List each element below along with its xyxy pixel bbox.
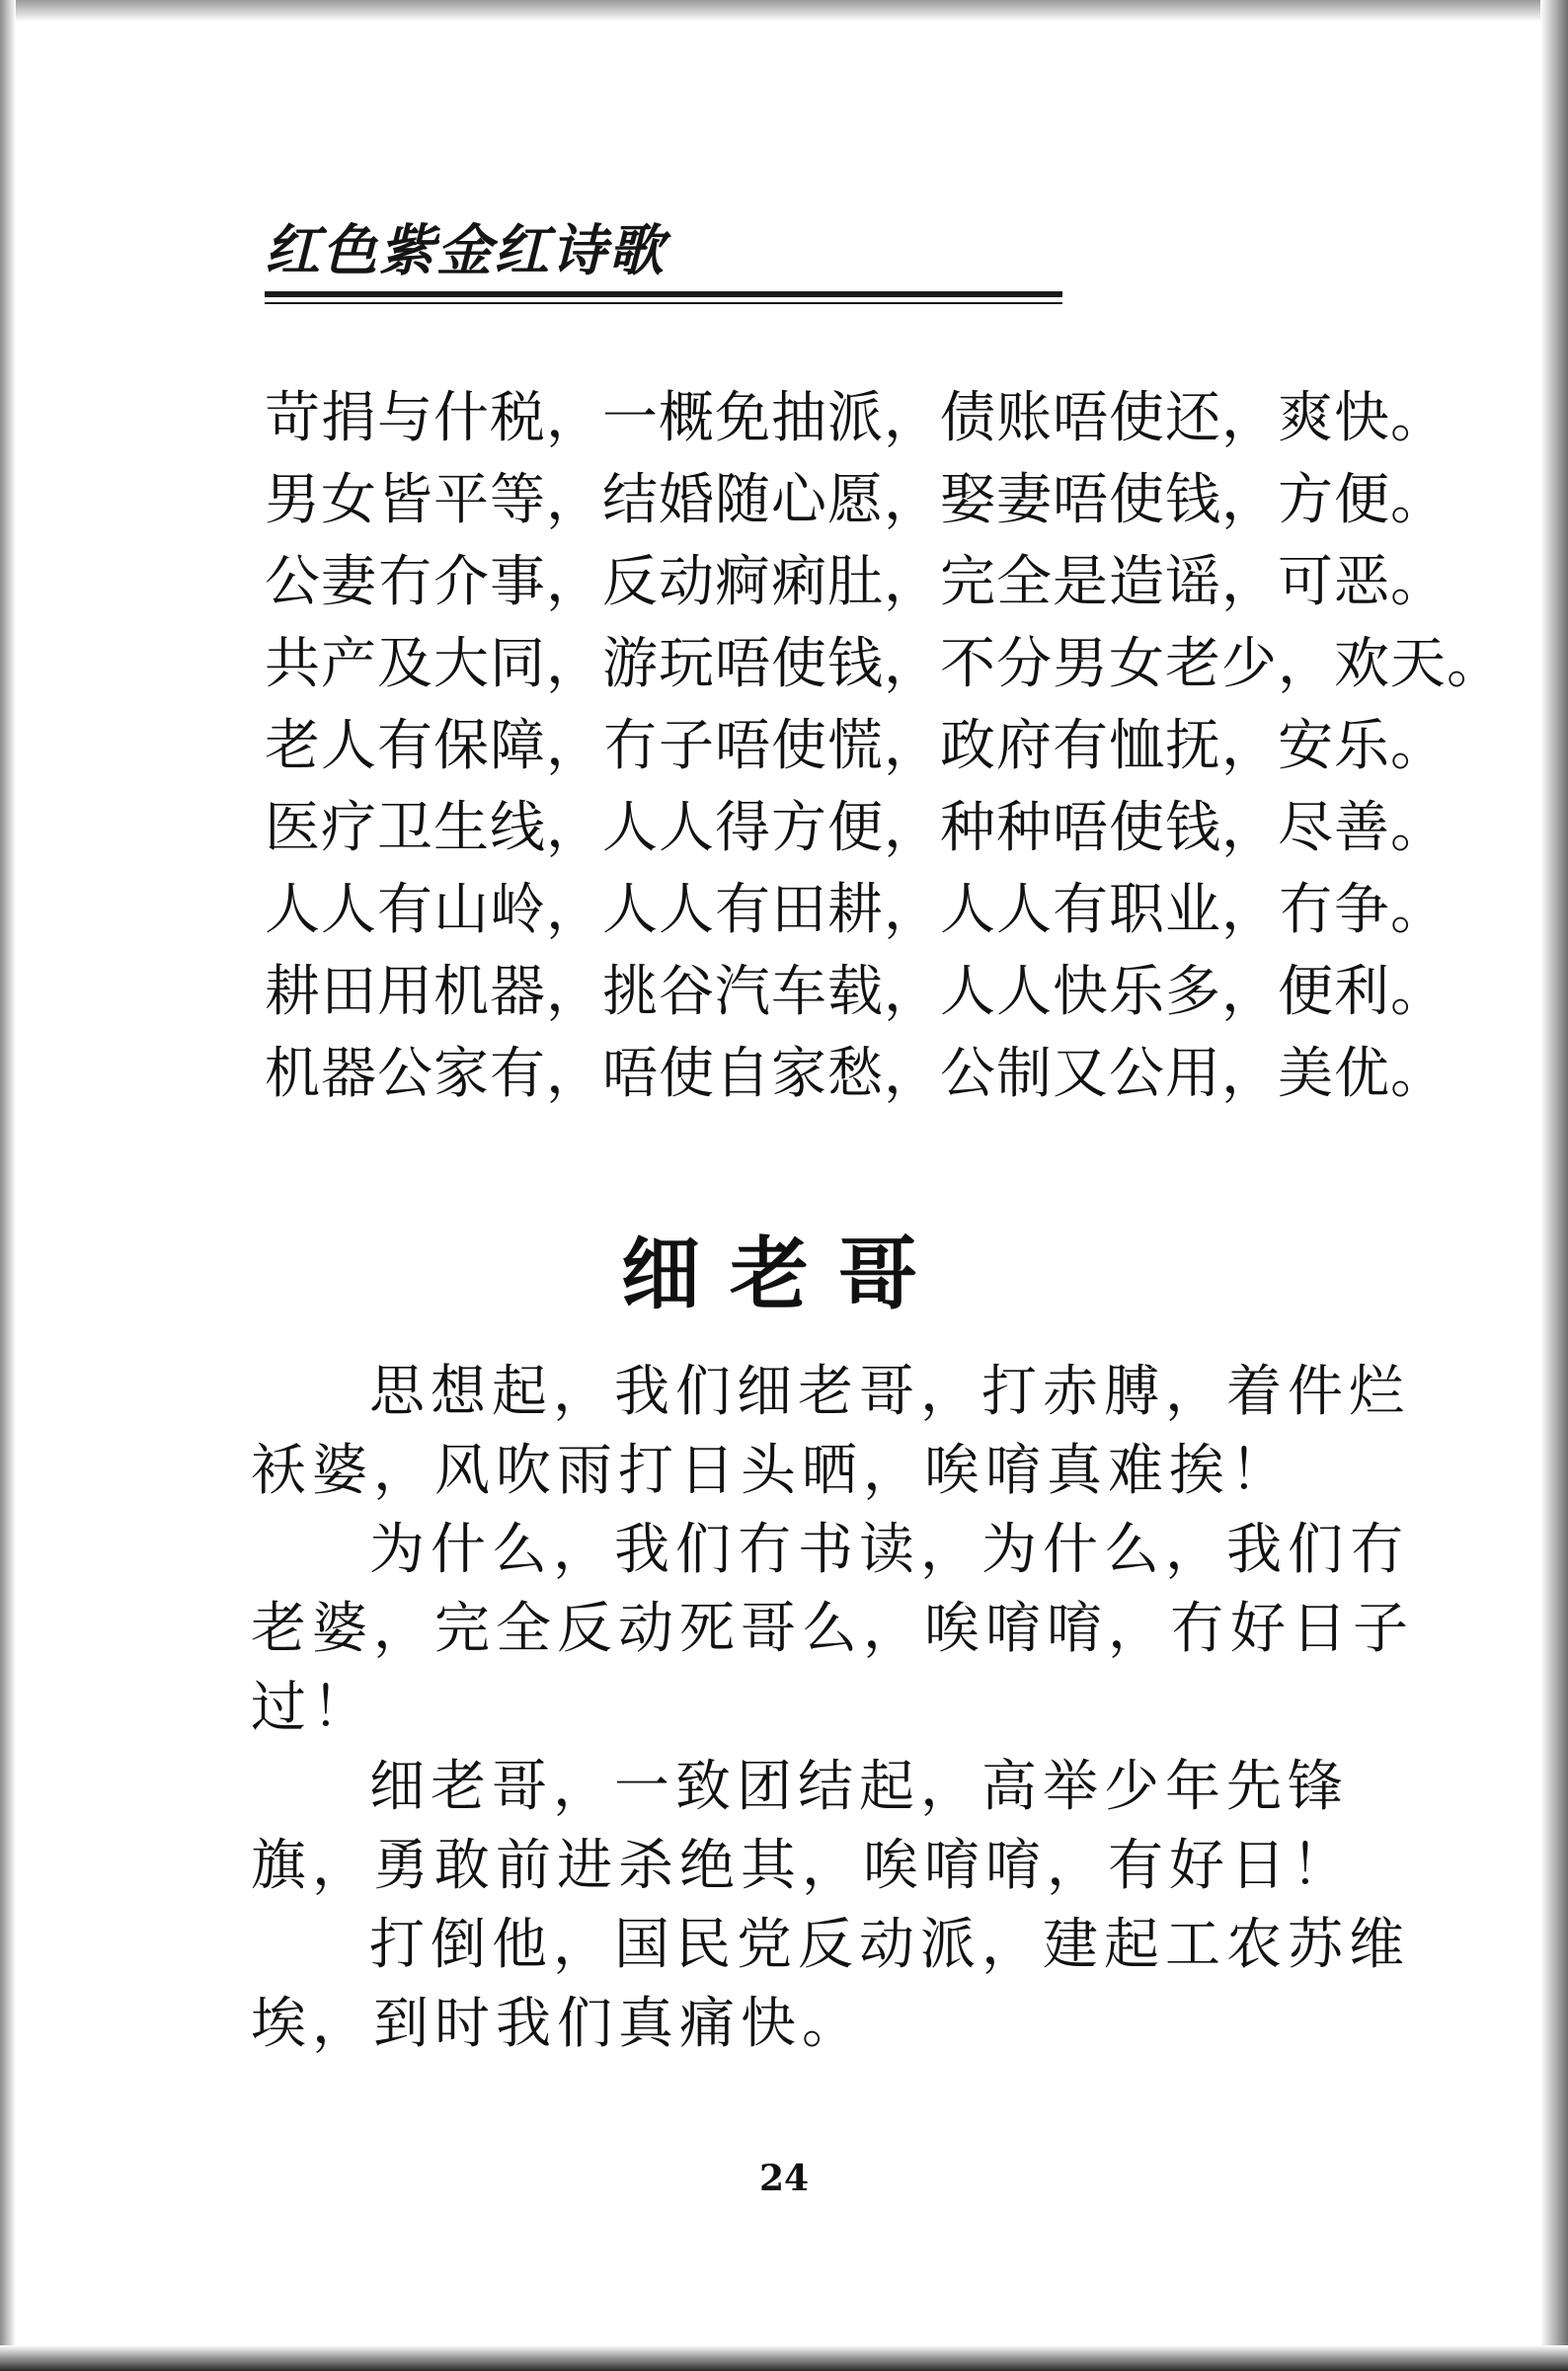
verse-line: 人人有山岭，人人有田耕，人人有职业，冇争。 (265, 878, 1447, 942)
verse-line: 老人有保障，冇子唔使慌，政府有恤抚，安乐。 (265, 714, 1447, 778)
poem-paragraph: 细老哥，一致团结起，高举少年先锋旗，勇敢前进杀绝其，唉唷唷，有好日！ (251, 1755, 1353, 1898)
verse-line: 耕田用机器，挑谷汽车载，人人快乐多，便利。 (265, 960, 1447, 1024)
verse-line: 男女皆平等，结婚随心愿，娶妻唔使钱，方便。 (265, 468, 1447, 532)
scan-edge-bottom (0, 2345, 1568, 2371)
scan-edge-right (1540, 0, 1568, 2371)
running-header: 红色紫金红诗歌 (265, 218, 666, 283)
scan-edge-top (0, 0, 1568, 22)
poem-paragraph: 为什么，我们冇书读，为什么，我们冇老婆，完全反动死哥么，唉唷唷，冇好日子过！ (251, 1518, 1414, 1740)
header-rule-thin (265, 302, 1062, 304)
verse-line: 苛捐与什税，一概免抽派，债账唔使还，爽快。 (265, 386, 1447, 450)
verse-line: 公妻冇介事，反动痾痢肚，完全是造谣，可恶。 (265, 550, 1447, 614)
verse-block (265, 377, 1503, 1115)
scan-edge-left (0, 0, 16, 2371)
verse-line: 机器公家有，唔使自家愁，公制又公用，美优。 (265, 1042, 1447, 1106)
page-number: 24 (758, 2158, 810, 2199)
verse-line: 共产及大同，游玩唔使钱，不分男女老少，欢天。 (265, 632, 1503, 696)
poem-title: 细老哥 (621, 1227, 947, 1320)
poem-body (251, 1353, 1426, 2064)
poem-paragraph: 打倒他，国民党反动派，建起工农苏维埃，到时我们真痛快。 (251, 1913, 1410, 2056)
verse-line: 医疗卫生线，人人得方便，种种唔使钱，尽善。 (265, 796, 1447, 860)
header-rule-thick (265, 291, 1062, 297)
poem-paragraph: 思想起，我们细老哥，打赤膊，着件烂袄婆，风吹雨打日头晒，唉唷真难挨！ (251, 1360, 1410, 1503)
